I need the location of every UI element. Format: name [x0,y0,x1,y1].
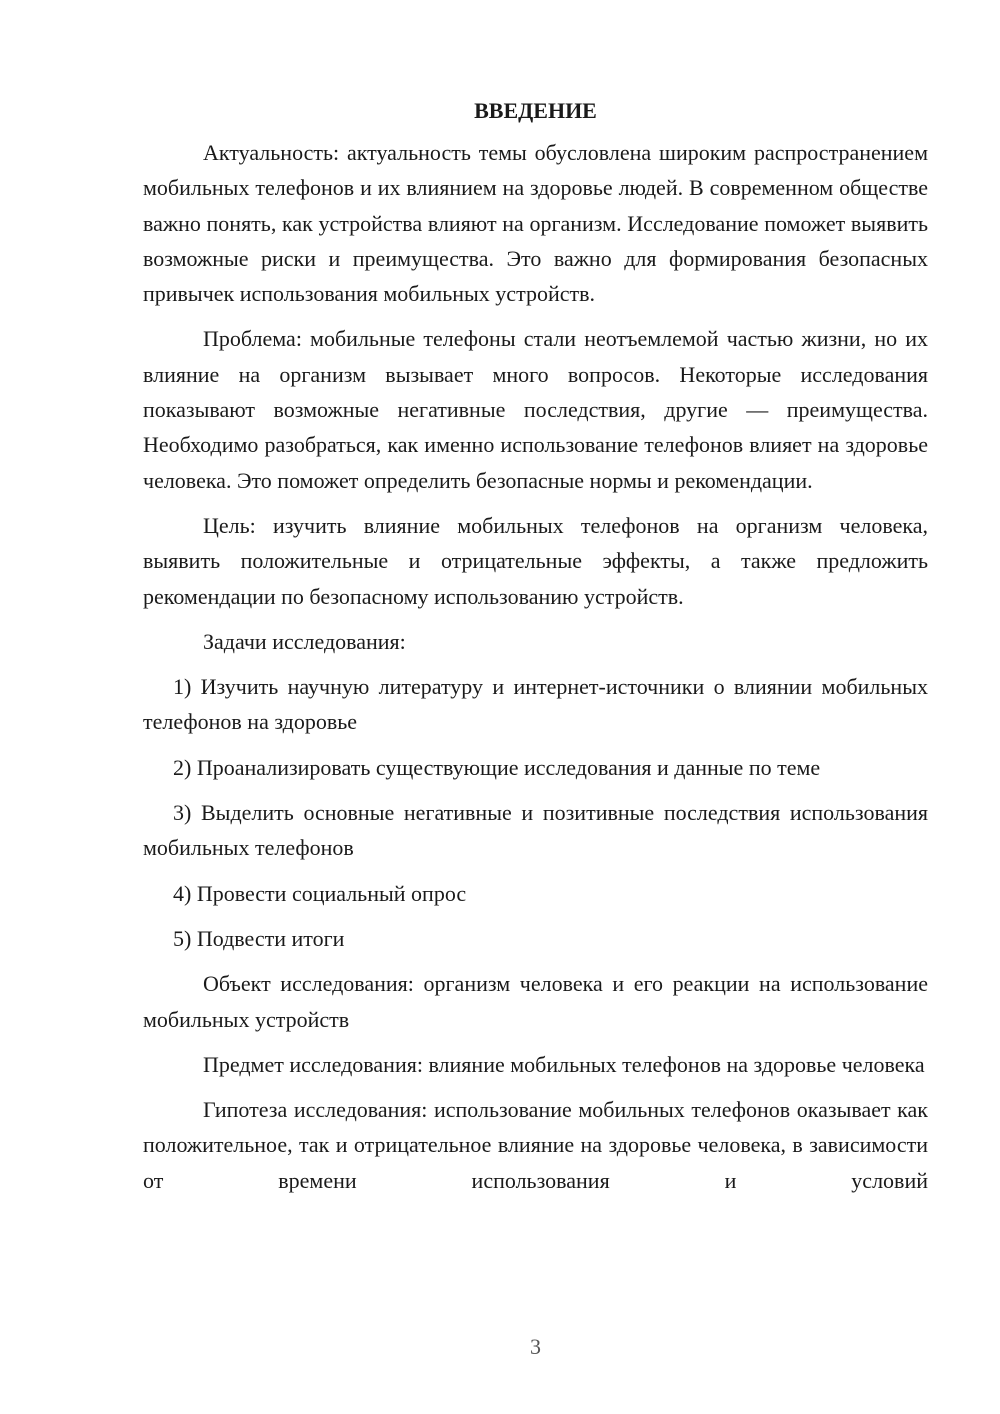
hypothesis-paragraph: Гипотеза исследования: использование мобильных телефонов оказывает как положительное, так и отрицательное влияние на здоровье человека, в зависимости от времени использования и условий [143,1097,928,1193]
object-paragraph: Объект исследования: организм человека и его реакции на использование мобильных устройств [143,971,928,1032]
task-item-1: 1) Изучить научную литературу и интернет-источники о влиянии мобильных телефонов на здоровье [143,674,928,735]
tasks-heading: Задачи исследования: [203,628,406,654]
task-item-4: 4) Провести социальный опрос [173,880,467,906]
task-item-5: 5) Подвести итоги [173,925,345,951]
section-title: ВВЕДЕНИЕ [474,98,597,123]
relevance-paragraph: Актуальность: актуальность темы обусловлена широким распространением мобильных телефонов и их влиянием на здоровье людей. В современном обществе важно понять, как устройства влияют на организм. Исследование поможет выявить возможные риски и преимущества. Это важно для формирования безопасных привычек использования мобильных устройств. [143,140,928,307]
problem-paragraph: Проблема: мобильные телефоны стали неотъемлемой частью жизни, но их влияние на организм вызывает много вопросов. Некоторые исследования показывают возможные негативные последствия, другие — преимущества. Необходимо разобраться, как именно использование телефонов влияет на здоровье человека. Это поможет определить безопасные нормы и рекомендации. [143,326,928,493]
task-item-3: 3) Выделить основные негативные и позитивные последствия использования мобильных телефонов [143,800,928,861]
subject-paragraph: Предмет исследования: влияние мобильных телефонов на здоровье человека [203,1051,925,1077]
page-number: 3 [530,1334,541,1359]
task-item-2: 2) Проанализировать существующие исследования и данные по теме [173,754,821,780]
goal-paragraph: Цель: изучить влияние мобильных телефонов на организм человека, выявить положительные и отрицательные эффекты, а также предложить рекомендации по безопасному использованию устройств. [143,512,928,609]
